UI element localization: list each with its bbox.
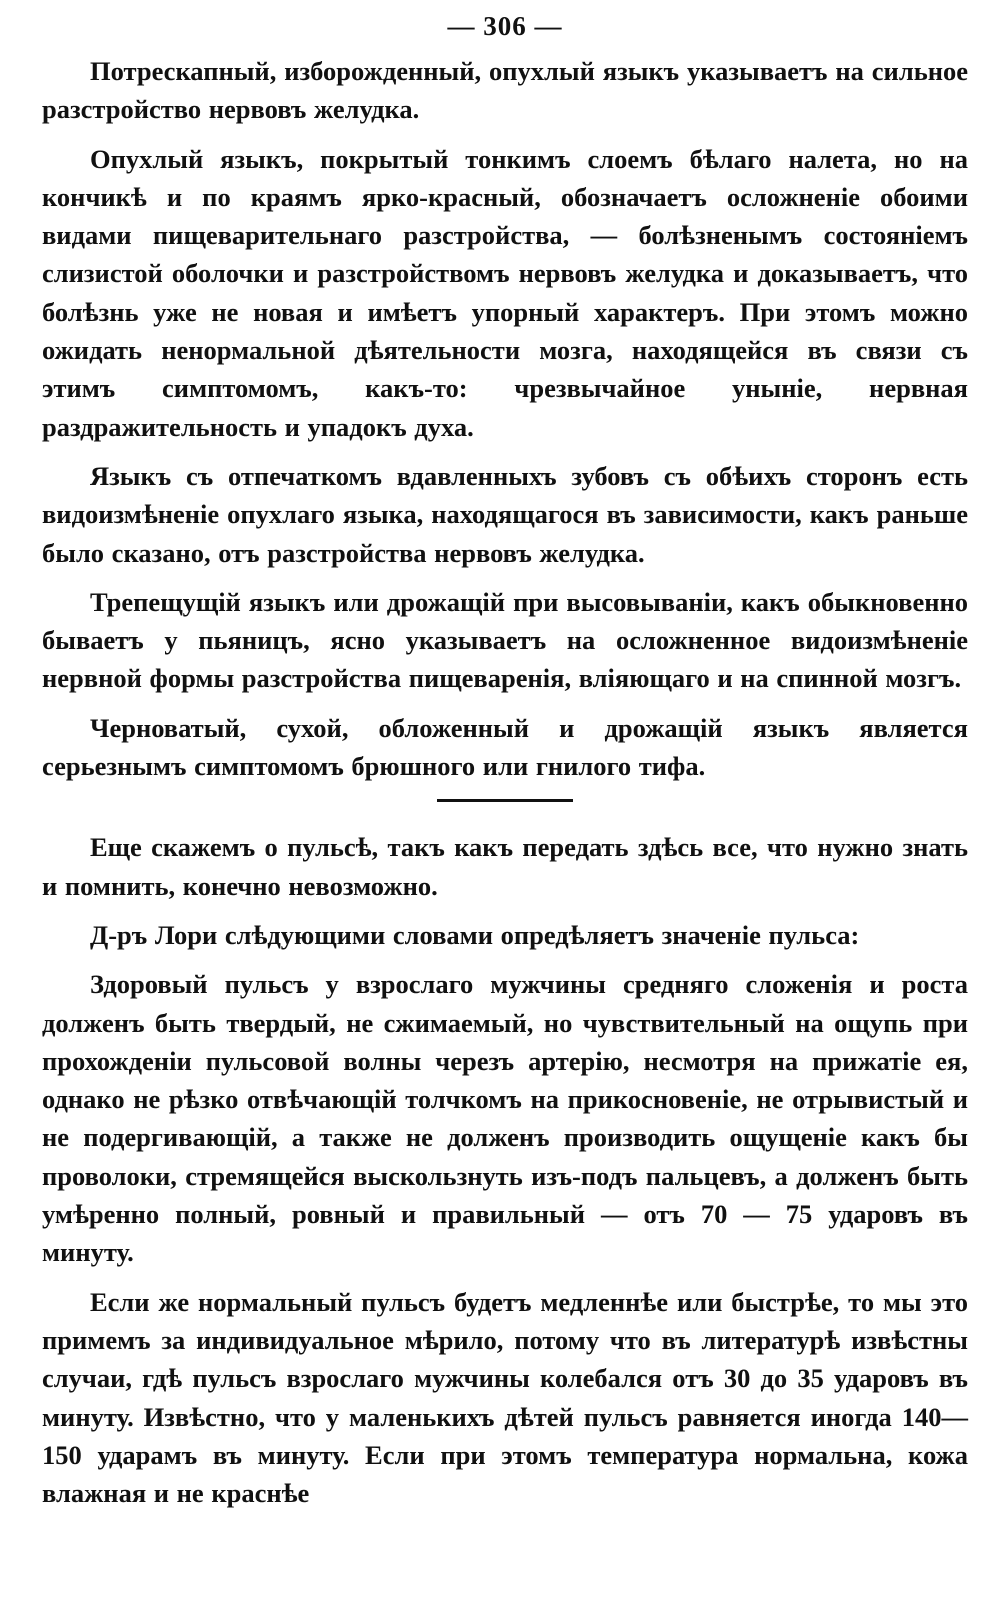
paragraph-swollen-tongue: Опухлый языкъ, покрытый тонкимъ слоемъ бѣлаго налета, но на кончикѣ и по краямъ ярко-красный, обозначаетъ осложненіе обоими видами пищеварительнаго разстройства, — болѣзненымъ состояніемъ слизистой оболочки и разстройствомъ нервовъ желудка и доказываетъ, что болѣзнь уже не новая и имѣетъ упорный характеръ. При этомъ можно ожидать ненормальной дѣятельности мозга, находящейся въ связи съ этимъ симптомомъ, какъ-то: чрезвычайное уныніе, нервная раздражительность и упадокъ духа. <box>42 143 968 442</box>
paragraph-pulse-intro: Еще скажемъ о пульсѣ, такъ какъ передать здѣсь все, что нужно знать и помнить, конечно невозможно. <box>42 832 968 901</box>
paragraph-teeth-imprint: Языкъ съ отпечаткомъ вдавленныхъ зубовъ съ обѣихъ сторонъ есть видоизмѣненіе опухлаго языка, находящагося въ зависимости, какъ раньше было сказано, отъ разстройства нервовъ желудка. <box>42 460 968 568</box>
paragraph-pulse-variation: Если же нормальный пульсъ будетъ медленнѣе или быстрѣе, то мы это примемъ за индивидуальное мѣрило, потому что въ литературѣ извѣстны случаи, гдѣ пульсъ взрослаго мужчины колебался отъ 30 до 35 ударовъ въ минуту. Извѣстно, что у маленькихъ дѣтей пульсъ равняется иногда 140—150 ударамъ въ минуту. Если при этомъ температура нормальна, кожа влажная и не краснѣе <box>42 1286 968 1509</box>
paragraph-healthy-pulse: Здоровый пульсъ у взрослаго мужчины средняго сложенія и роста долженъ быть твердый, не сжимаемый, но чувствительный на ощупь при прохожденіи пульсовой волны черезъ артерію, несмотря на прижатіе ея, однако не рѣзко отвѣчающій толчкомъ на прикосновеніе, не отрывистый и не подергивающій, а также не долженъ производить ощущеніе какъ бы проволоки, стремящейся выскользнуть изъ-подъ пальцевъ, а долженъ быть умѣренно полный, ровный и правильный — отъ 70 — 75 ударовъ въ минуту. <box>42 969 968 1268</box>
section-divider <box>437 799 573 802</box>
paragraph-cracked-tongue: Потрескапный, изборожденный, опухлый языкъ указываетъ на сильное разстройство нервовъ желудка. <box>42 56 968 125</box>
book-page <box>42 0 968 1523</box>
section-pulse <box>42 828 968 1512</box>
section-tongue <box>42 52 968 785</box>
paragraph-black-tongue: Черноватый, сухой, обложенный и дрожащій языкъ является серьезнымъ симптомомъ брюшного или гнилого тифа. <box>42 712 968 782</box>
paragraph-trembling-tongue: Трепещущій языкъ или дрожащій при высовываніи, какъ обыкновенно бываетъ у пьяницъ, ясно указываетъ на осложненное видоизмѣненіе нервной формы разстройства пищеваренія, вліяющаго и на спинной мозгъ. <box>42 586 968 694</box>
page-number: — 306 — <box>447 11 563 41</box>
paragraph-dr-lori: Д-ръ Лори слѣдующими словами опредѣляетъ значеніе пульса: <box>90 919 860 950</box>
